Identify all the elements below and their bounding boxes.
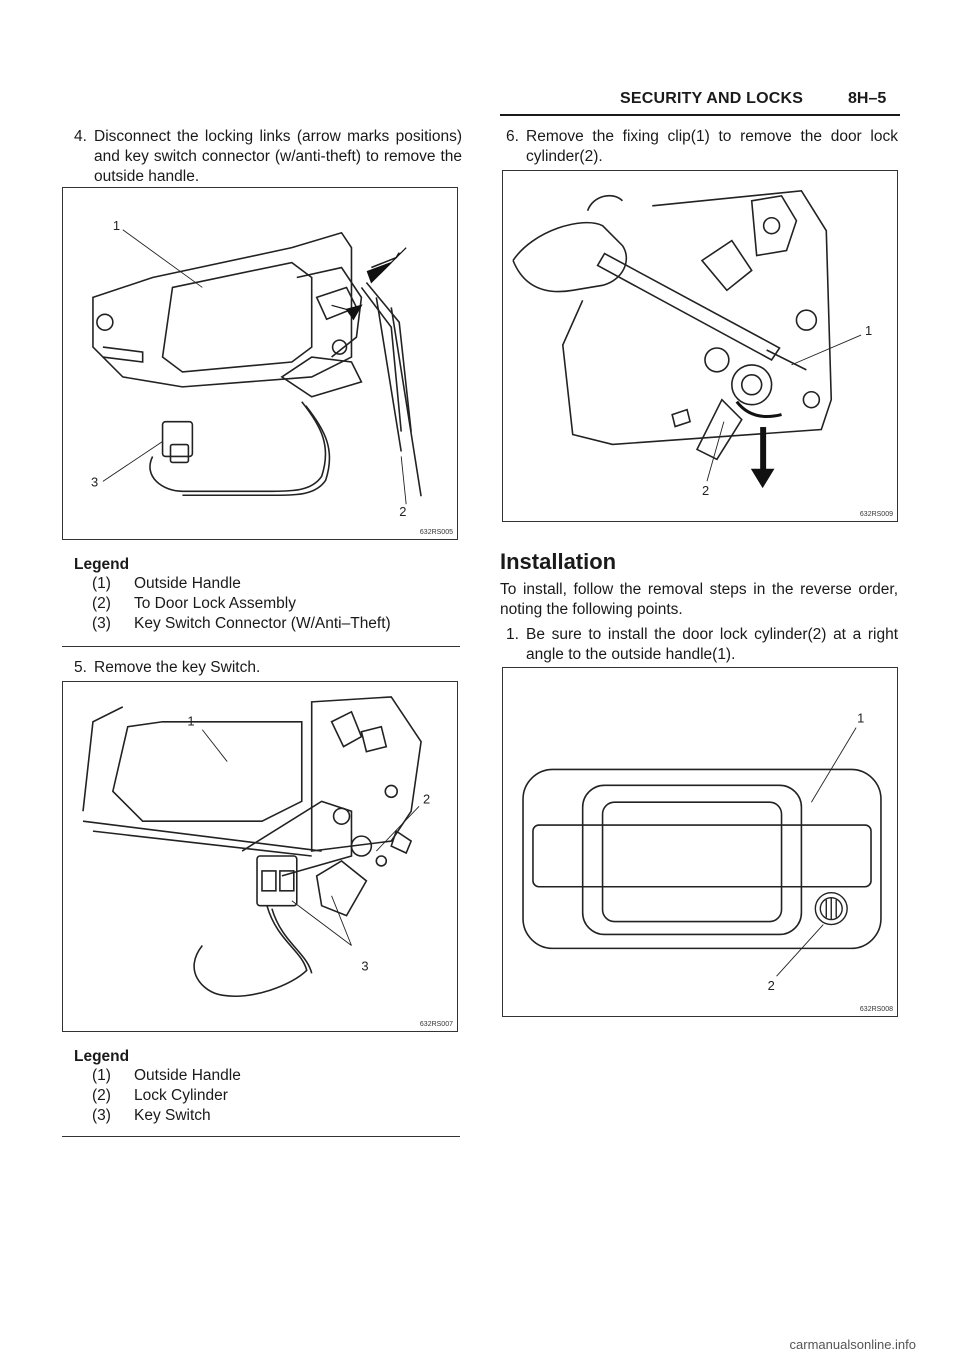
step-text: Disconnect the locking links (arrow marks positions) and key switch connector (w/anti-theft) to remove the outside handle. <box>94 128 462 185</box>
watermark-link[interactable]: carmanualsonline.info <box>789 1337 916 1352</box>
legend-item: (2) To Door Lock Assembly <box>92 595 296 612</box>
install-step-1 <box>506 625 898 665</box>
step-text: Remove the fixing clip(1) to remove the door lock cylinder(2). <box>526 128 898 165</box>
page-number: 8H–5 <box>848 90 887 107</box>
figure-key-switch <box>62 681 458 1032</box>
callout-3: 3 <box>90 474 99 490</box>
callout-1: 1 <box>187 713 195 729</box>
section-title: SECURITY AND LOCKS <box>620 90 804 107</box>
figure-handle-cylinder-angle <box>502 667 898 1017</box>
figure-outside-handle-links <box>62 187 458 540</box>
legend-title: Legend <box>74 556 130 573</box>
handle-cylinder-illustration <box>503 668 897 1016</box>
legend-item: (1) Outside Handle <box>92 1067 241 1084</box>
legend-item: (3) Key Switch Connector (W/Anti–Theft) <box>92 615 391 632</box>
callout-2: 2 <box>767 978 775 994</box>
figure-code: 632RS008 <box>859 1006 893 1013</box>
step-text: Remove the key Switch. <box>94 659 261 676</box>
legend-item: (3) Key Switch <box>92 1107 211 1124</box>
step-number: 4. <box>74 128 87 145</box>
callout-2: 2 <box>423 791 431 807</box>
step-text: Be sure to install the door lock cylinder(2) at a right angle to the outside handle(1). <box>526 626 898 663</box>
header-divider <box>500 114 900 116</box>
callout-2: 2 <box>399 504 407 520</box>
callout-2: 2 <box>701 483 710 499</box>
step-6 <box>506 127 898 167</box>
step-number: 1. <box>506 626 519 643</box>
outside-handle-illustration <box>63 188 457 539</box>
legend-title: Legend <box>74 1048 130 1065</box>
step-number: 6. <box>506 128 519 145</box>
legend-figure-1 <box>74 556 462 634</box>
legend-figure-2 <box>74 1048 462 1126</box>
legend-divider <box>62 646 460 647</box>
step-number: 5. <box>74 659 87 676</box>
section-heading: Installation <box>500 549 617 574</box>
key-switch-illustration <box>63 682 457 1031</box>
figure-door-lock-cylinder <box>502 170 898 522</box>
callout-1: 1 <box>112 217 121 233</box>
door-lock-cylinder-illustration <box>503 171 897 521</box>
legend-divider <box>62 1136 460 1137</box>
step-5 <box>74 658 462 678</box>
step-4 <box>74 127 462 187</box>
callout-1: 1 <box>865 323 873 339</box>
figure-code: 632RS005 <box>419 529 453 536</box>
legend-item: (1) Outside Handle <box>92 575 241 592</box>
section-intro: To install, follow the removal steps in the reverse order, noting the following points. <box>500 581 898 618</box>
callout-3: 3 <box>361 958 369 974</box>
legend-item: (2) Lock Cylinder <box>92 1087 228 1104</box>
callout-1: 1 <box>857 710 865 726</box>
figure-code: 632RS007 <box>419 1021 453 1028</box>
figure-code: 632RS009 <box>859 511 893 518</box>
